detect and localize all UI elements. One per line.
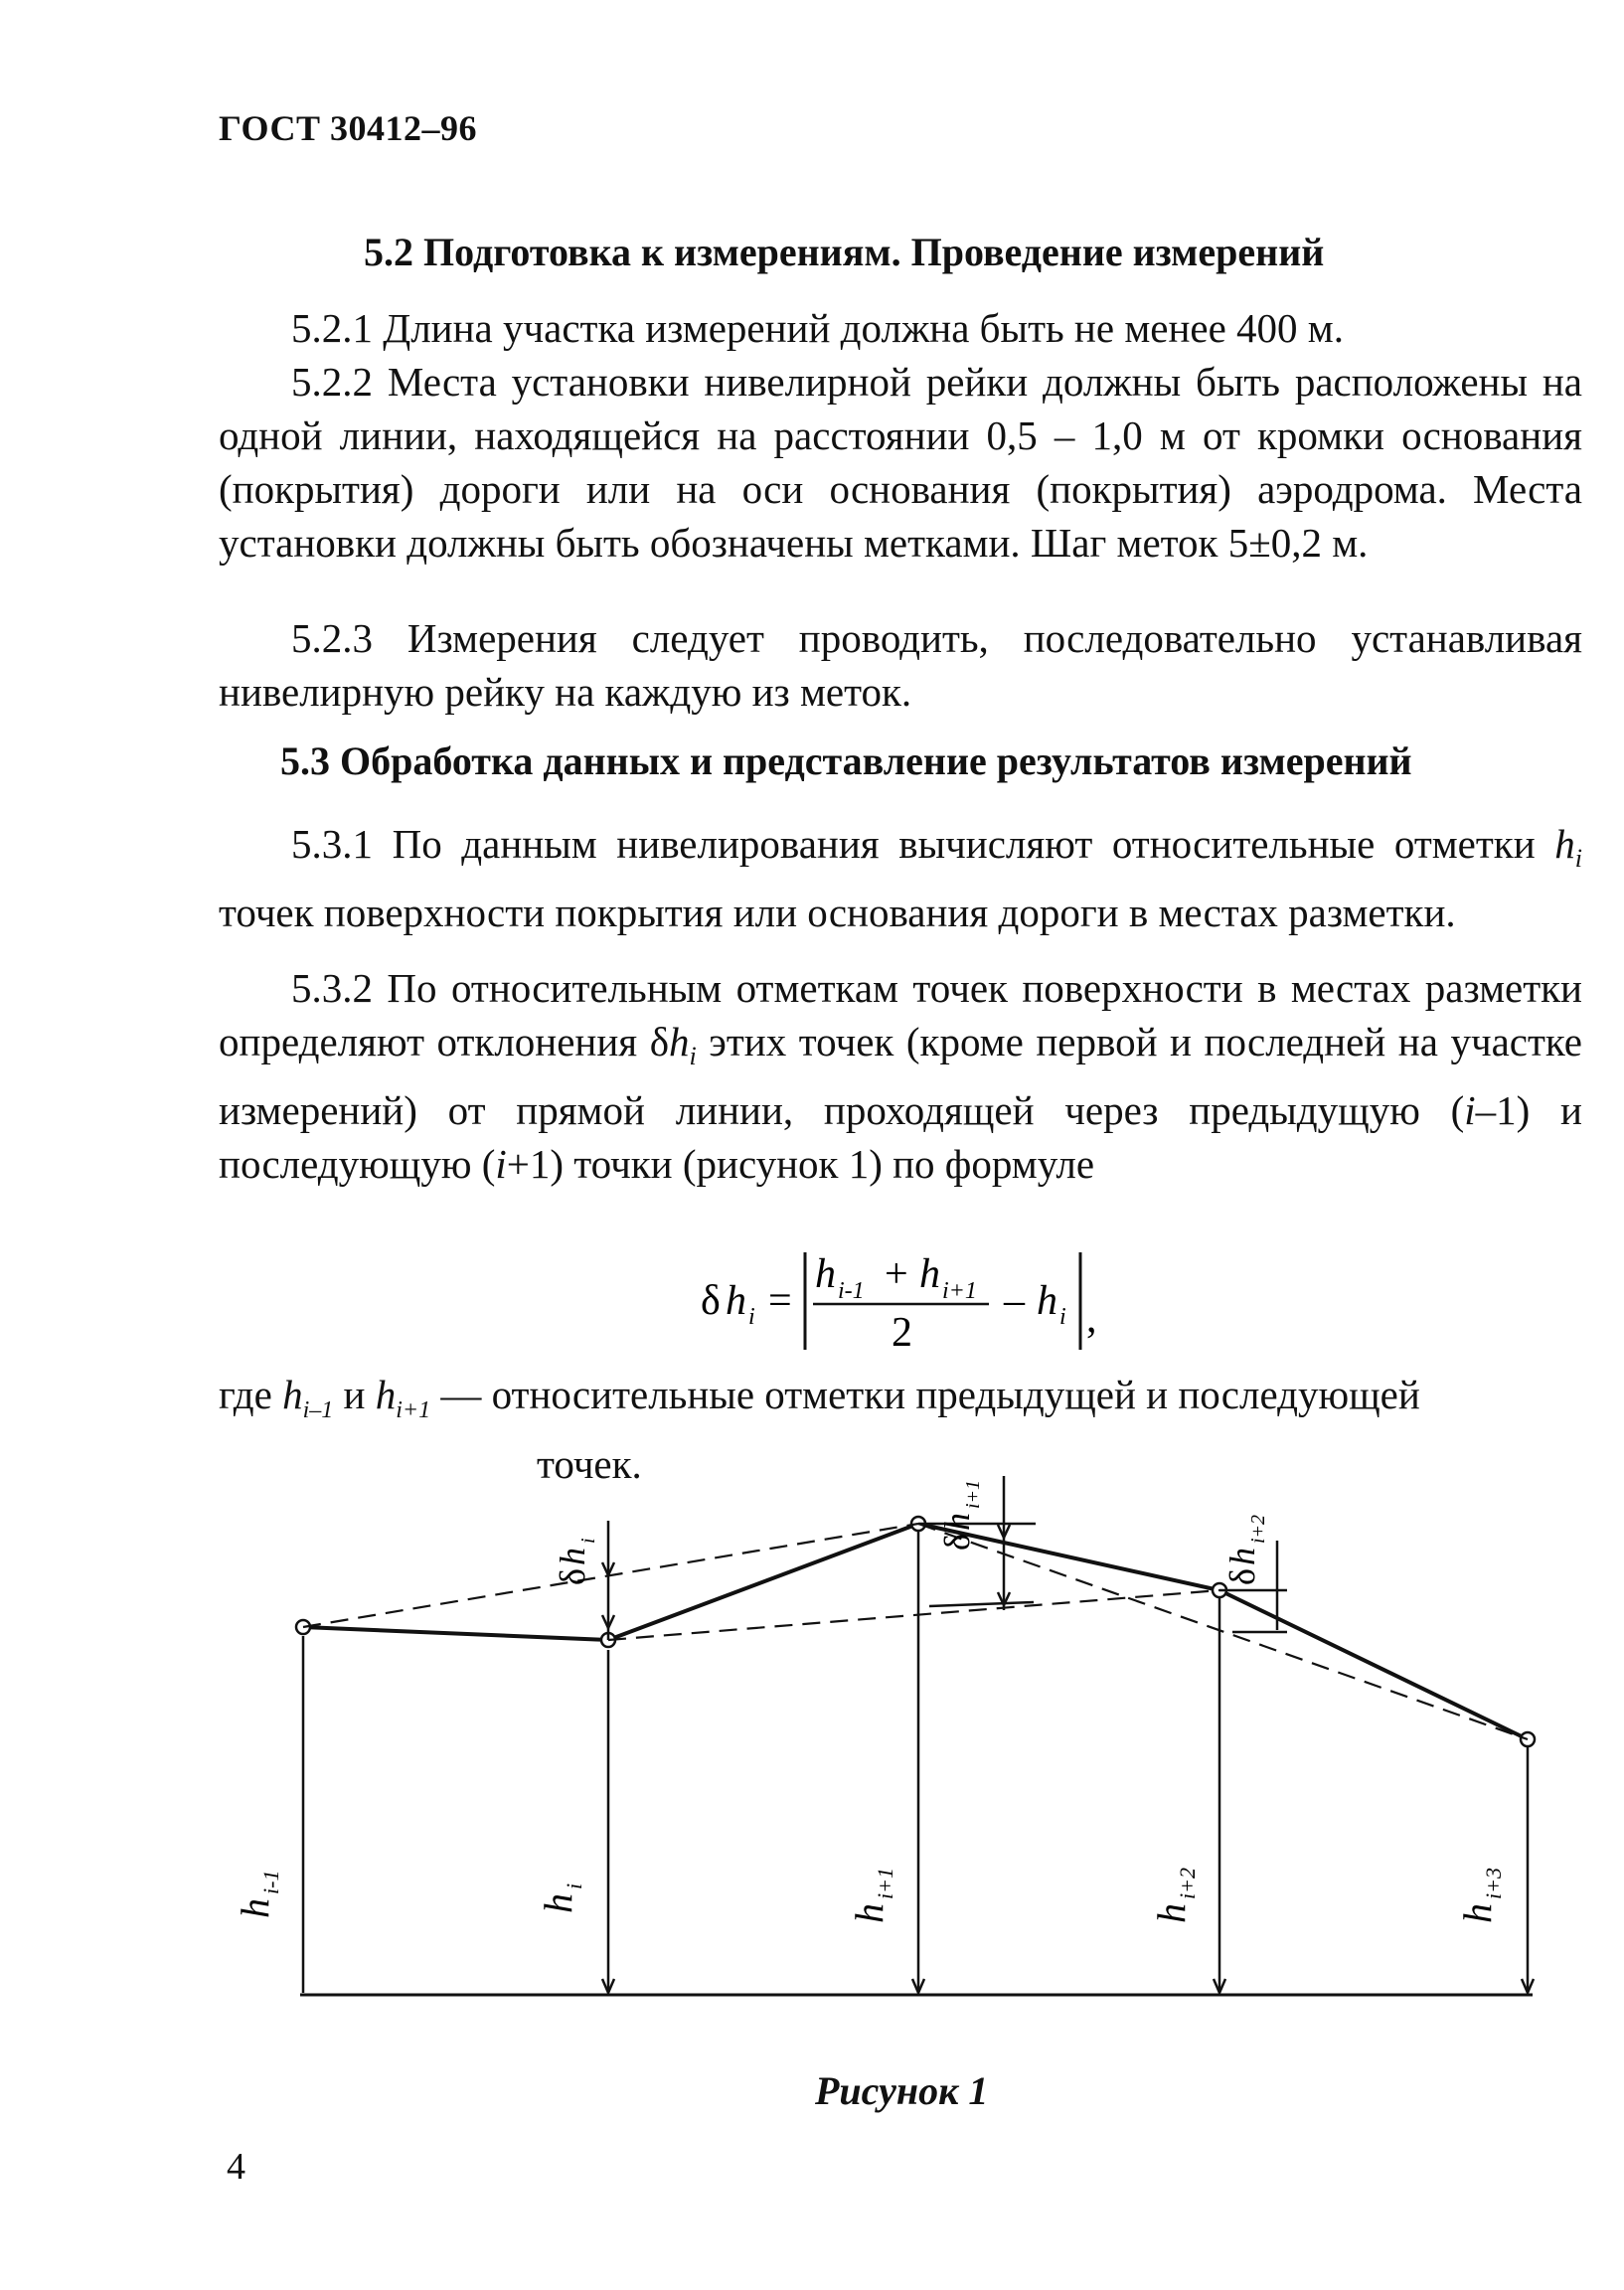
- where-v2: h: [375, 1372, 397, 1417]
- p532-text-d: –1) и последующую (: [219, 1087, 1582, 1188]
- formula-minus: –: [1004, 1278, 1025, 1324]
- p532-text-a: 5.3.2 По относительным отметкам точек поверхности в местах разметки определяют отклонения δ: [219, 965, 1582, 1064]
- delta-label-3: δ: [1222, 1568, 1262, 1585]
- where-line2: точек.: [537, 1441, 642, 1488]
- p531-var: h: [1554, 821, 1575, 867]
- formula-lhs-sub: i: [748, 1304, 755, 1330]
- formula-plus: +: [885, 1251, 908, 1297]
- p532-sub: i: [689, 1042, 697, 1071]
- formula-equals: =: [768, 1278, 792, 1324]
- p532-text-f: +1) точки (рисунок 1) по формуле: [506, 1141, 1095, 1188]
- formula-tail-var: h: [1037, 1278, 1057, 1324]
- formula-denominator: 2: [892, 1310, 912, 1356]
- delta-label-2: δ: [937, 1534, 977, 1551]
- formula-comma: ,: [1086, 1296, 1097, 1342]
- formula-delta: δ: [701, 1278, 721, 1324]
- height-label-2: h: [536, 1893, 580, 1913]
- height-sub-5: i+3: [1481, 1868, 1506, 1899]
- height-sub-3: i+1: [873, 1868, 897, 1899]
- section-5-3-heading: 5.3 Обработка данных и представление результатов измерений: [280, 738, 1412, 783]
- p532-i1: i: [1464, 1087, 1476, 1134]
- delta-sub-3: i+2: [1247, 1514, 1269, 1544]
- formula-num-b-var: h: [919, 1251, 940, 1297]
- delta-bottom-i1: [929, 1602, 1034, 1606]
- formula-lhs-var: h: [726, 1278, 746, 1324]
- delta-sub-1: i: [577, 1538, 599, 1544]
- formula-tail-sub: i: [1059, 1304, 1066, 1330]
- where-rest: — относительные отметки предыдущей и последующей: [430, 1372, 1420, 1417]
- p531-text-b: точек поверхности покрытия или основания дороги в местах разметки.: [219, 890, 1456, 936]
- formula-num-a-sub: i-1: [838, 1278, 865, 1304]
- figure-caption: Рисунок 1: [815, 2068, 989, 2113]
- where-prefix: где: [219, 1372, 283, 1417]
- height-label-4: h: [1149, 1903, 1194, 1923]
- measured-profile: [303, 1524, 1528, 1739]
- delta-var-1: h: [553, 1548, 592, 1565]
- where-s1: i–1: [302, 1397, 334, 1424]
- height-sub-4: i+2: [1175, 1868, 1200, 1899]
- p532-i2: i: [495, 1141, 507, 1188]
- p532-text-b: этих точек (кроме первой и последней на участке измерений) от прямой линии, проходящей через предыдущую (: [219, 1019, 1582, 1134]
- p532-var: h: [669, 1019, 690, 1064]
- where-v1: h: [282, 1372, 303, 1417]
- where-s2: i+1: [396, 1397, 431, 1424]
- delta-label-1: δ: [553, 1568, 592, 1585]
- height-sub-2: i: [562, 1882, 586, 1889]
- height-sub-1: i-1: [258, 1870, 283, 1894]
- paragraph-5-2-2: 5.2.2 Места установки нивелирной рейки должны быть расположены на одной линии, находящейся на расстоянии 0,5 – 1,0 м от кромки основания (покрытия) дороги или на оси основания (покрытия) аэродрома. Места установки должны быть обозначены метками. Шаг меток 5±0,2 м.: [219, 359, 1582, 566]
- height-label-5: h: [1455, 1903, 1500, 1923]
- delta-var-2: h: [937, 1513, 977, 1531]
- height-label-1: h: [233, 1898, 277, 1918]
- chord-2: [608, 1590, 1219, 1640]
- p531-text-a: 5.3.1 По данным нивелирования вычисляют относительные отметки: [291, 821, 1555, 867]
- paragraph-5-2-1: 5.2.1 Длина участка измерений должна быть не менее 400 м.: [291, 305, 1344, 351]
- where-and: и: [333, 1372, 376, 1417]
- p531-sub: i: [1574, 844, 1582, 874]
- formula-num-a-var: h: [815, 1251, 836, 1297]
- delta-var-3: h: [1222, 1548, 1262, 1565]
- chord-1: [303, 1524, 918, 1627]
- formula-num-b-sub: i+1: [942, 1278, 977, 1304]
- section-5-2-heading: 5.2 Подготовка к измерениям. Проведение измерений: [364, 230, 1325, 274]
- document-code-header: ГОСТ 30412–96: [219, 108, 477, 148]
- paragraph-5-2-3: 5.2.3 Измерения следует проводить, последовательно устанавливая нивелирную рейку на каждую из меток.: [219, 615, 1582, 715]
- height-label-3: h: [847, 1903, 892, 1923]
- delta-sub-2: i+1: [962, 1479, 984, 1509]
- page-number: 4: [227, 2146, 245, 2188]
